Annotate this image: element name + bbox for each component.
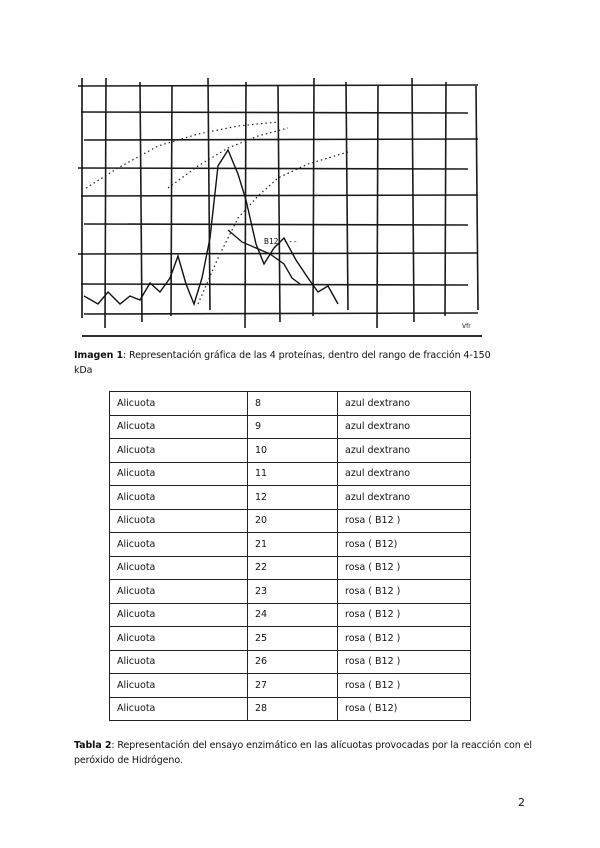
dotted-trace-1	[86, 122, 278, 188]
table-row	[110, 415, 471, 439]
table-cell-col2: 24	[248, 603, 338, 627]
table-caption-text: : Representación del ensayo enzimático en las alícuotas provocadas por la reacción con el peróxido de Hidrógeno.	[74, 740, 532, 766]
table-cell-col2: 25	[248, 627, 338, 651]
table-cell-col1: Alicuota	[110, 415, 248, 439]
table-cell-col1: Alicuota	[110, 556, 248, 580]
grid-line-vertical	[476, 86, 478, 310]
table-cell-col1: Alicuota	[110, 697, 248, 721]
table-cell-col2: 8	[248, 392, 338, 416]
table-cell-col1: Alicuota	[110, 650, 248, 674]
table-cell-col1: Alicuota	[110, 533, 248, 557]
table-cell-col3: azul dextrano	[338, 415, 471, 439]
table-cell-col1: Alicuota	[110, 462, 248, 486]
grid-line-horizontal	[78, 168, 468, 169]
table-cell-col3: rosa ( B12)	[338, 533, 471, 557]
table-cell-col2: 26	[248, 650, 338, 674]
table-cell-col2: 28	[248, 697, 338, 721]
axis-end-label: Vfr	[462, 323, 471, 330]
table-cell-col2: 23	[248, 580, 338, 604]
table-cell-col2: 27	[248, 674, 338, 698]
table-row	[110, 509, 471, 533]
table-caption-label: Tabla 2	[74, 740, 112, 751]
table-row	[110, 486, 471, 510]
dotted-trace-2	[198, 152, 348, 304]
table-row	[110, 627, 471, 651]
table-row	[110, 556, 471, 580]
elution-curve	[84, 150, 338, 304]
grid-line-horizontal	[84, 224, 468, 225]
table-cell-col2: 9	[248, 415, 338, 439]
table-cell-col3: rosa ( B12 )	[338, 603, 471, 627]
grid-line-vertical	[278, 86, 280, 322]
table-cell-col3: azul dextrano	[338, 462, 471, 486]
table-cell-col2: 12	[248, 486, 338, 510]
table-cell-col3: azul dextrano	[338, 392, 471, 416]
table-cell-col2: 22	[248, 556, 338, 580]
table-cell-col3: azul dextrano	[338, 439, 471, 463]
grid-line-horizontal	[81, 195, 478, 196]
table-row	[110, 697, 471, 721]
table-row	[110, 674, 471, 698]
grid-line-horizontal	[78, 85, 478, 86]
table-cell-col3: rosa ( B12 )	[338, 556, 471, 580]
table-cell-col3: rosa ( B12 )	[338, 627, 471, 651]
table-cell-col3: rosa ( B12 )	[338, 509, 471, 533]
grid-line-horizontal	[84, 313, 478, 314]
grid-line-vertical	[140, 82, 142, 322]
table-row	[110, 392, 471, 416]
table-cell-col2: 20	[248, 509, 338, 533]
grid-line-vertical	[105, 78, 106, 328]
grid-line-horizontal	[81, 112, 468, 113]
grid-line-vertical	[171, 86, 172, 316]
table-row	[110, 533, 471, 557]
grid-line-vertical	[245, 82, 246, 328]
grid-line-vertical	[445, 82, 446, 316]
table-cell-col3: rosa ( B12 )	[338, 650, 471, 674]
table-cell-col3: rosa ( B12 )	[338, 580, 471, 604]
table-cell-col1: Alicuota	[110, 627, 248, 651]
figure-caption	[74, 348, 494, 378]
table-cell-col1: Alicuota	[110, 509, 248, 533]
table-cell-col1: Alicuota	[110, 392, 248, 416]
table-row	[110, 580, 471, 604]
table-cell-col1: Alicuota	[110, 486, 248, 510]
grid-line-horizontal	[78, 253, 478, 254]
table-row	[110, 603, 471, 627]
table-caption	[74, 738, 534, 768]
table-cell-col1: Alicuota	[110, 674, 248, 698]
grid-line-vertical	[313, 78, 314, 316]
grid-line-horizontal	[84, 139, 478, 140]
table-cell-col1: Alicuota	[110, 603, 248, 627]
table-cell-col2: 10	[248, 439, 338, 463]
graph-grid	[78, 78, 478, 328]
table-row	[110, 439, 471, 463]
table-cell-col3: azul dextrano	[338, 486, 471, 510]
table-cell-col2: 11	[248, 462, 338, 486]
table-cell-col3: rosa ( B12)	[338, 697, 471, 721]
table-row	[110, 650, 471, 674]
figure-caption-label: Imagen 1	[74, 350, 123, 361]
table-cell-col1: Alicuota	[110, 580, 248, 604]
table-cell-col2: 21	[248, 533, 338, 557]
grid-line-horizontal	[81, 284, 468, 285]
table-cell-col1: Alicuota	[110, 439, 248, 463]
table-cell-col3: rosa ( B12 )	[338, 674, 471, 698]
figure-caption-text: : Representación gráfica de las 4 proteínas, dentro del rango de fracción 4-150 kDa	[74, 350, 491, 376]
b12-annotation: B12 ---	[264, 237, 298, 246]
protein-elution-graph	[78, 78, 486, 340]
grid-line-vertical	[377, 86, 378, 328]
aliquot-table	[109, 391, 471, 721]
table-row	[110, 462, 471, 486]
page-number: 2	[518, 796, 525, 809]
